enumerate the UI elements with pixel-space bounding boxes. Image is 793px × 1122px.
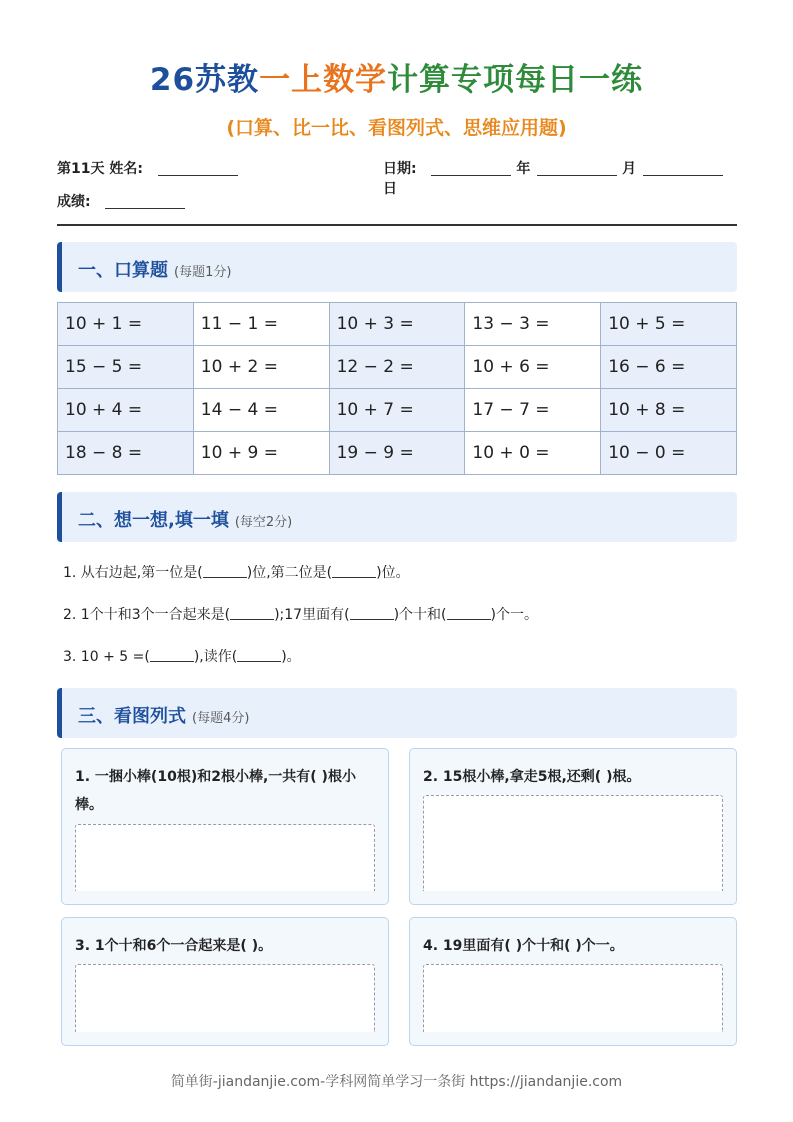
picture-question-card-1	[61, 748, 389, 905]
answer-blank[interactable]	[350, 608, 394, 620]
calc-cell[interactable]: 10 + 5 =	[601, 303, 737, 346]
calc-cell[interactable]: 14 − 4 =	[193, 389, 329, 432]
answer-box[interactable]	[423, 964, 723, 1032]
section-title	[78, 256, 231, 282]
question-text: );17里面有(	[274, 607, 350, 623]
month-label: 月	[622, 161, 637, 177]
answer-blank[interactable]	[237, 650, 281, 662]
section-title-text: 一、口算题	[78, 260, 168, 281]
picture-question-card-2	[409, 748, 737, 905]
calc-cell[interactable]: 10 + 1 =	[58, 303, 194, 346]
calc-cell[interactable]: 10 + 8 =	[601, 389, 737, 432]
answer-box[interactable]	[423, 795, 723, 891]
score-blank[interactable]	[105, 195, 185, 209]
info-row-name-date	[57, 158, 737, 197]
card-question: 2. 15根小棒,拿走5根,还剩( )根。	[423, 769, 641, 785]
title-part-topic: 计算专项每日一练	[387, 62, 644, 98]
section-note: (每空2分)	[234, 515, 293, 530]
year-label: 年	[516, 161, 531, 177]
title-part-term: 一上	[259, 62, 324, 98]
question-text: 3. 10 + 5 =(	[63, 649, 150, 665]
worksheet-subtitle: (口算、比一比、看图列式、思维应用题)	[226, 117, 567, 139]
date-label: 日期:	[383, 161, 417, 177]
calc-cell[interactable]: 18 − 8 =	[58, 432, 194, 475]
calc-cell[interactable]: 16 − 6 =	[601, 346, 737, 389]
answer-blank[interactable]	[230, 608, 274, 620]
answer-box[interactable]	[75, 964, 375, 1032]
calc-cell[interactable]: 10 − 0 =	[601, 432, 737, 475]
day-name-label: 第11天 姓名:	[57, 161, 143, 177]
picture-question-card-3	[61, 917, 389, 1046]
oral-calc-table	[57, 302, 737, 475]
info-row-score	[57, 191, 737, 211]
calc-cell[interactable]: 11 − 1 =	[193, 303, 329, 346]
title-part-subject: 数学	[323, 62, 388, 98]
answer-blank[interactable]	[447, 608, 491, 620]
question-text: 1. 从右边起,第一位是(	[63, 565, 203, 581]
card-question: 1. 一捆小棒(10根)和2根小棒,一共有( )根小棒。	[75, 769, 356, 813]
card-question: 4. 19里面有( )个十和( )个一。	[423, 938, 624, 954]
calc-cell[interactable]: 10 + 9 =	[193, 432, 329, 475]
score-label: 成绩:	[57, 194, 91, 210]
answer-blank[interactable]	[332, 566, 376, 578]
calc-cell[interactable]: 10 + 2 =	[193, 346, 329, 389]
calc-cell[interactable]: 12 − 2 =	[329, 346, 465, 389]
calc-cell[interactable]: 10 + 3 =	[329, 303, 465, 346]
footer-source-link[interactable]: 简单街-jiandanjie.com-学科网简单学习一条街 https://jiandanjie.com	[170, 1074, 623, 1090]
fill-question-2	[63, 604, 538, 624]
month-blank[interactable]	[537, 162, 617, 176]
answer-box[interactable]	[75, 824, 375, 891]
fill-question-1	[63, 562, 410, 582]
year-blank[interactable]	[431, 162, 511, 176]
question-text: )个十和(	[393, 607, 447, 623]
name-blank[interactable]	[158, 162, 238, 176]
question-text: )个一。	[490, 607, 538, 623]
card-question: 3. 1个十和6个一合起来是( )。	[75, 938, 273, 954]
day-label: 日	[383, 181, 397, 197]
section-title-text: 三、看图列式	[78, 706, 186, 727]
answer-blank[interactable]	[203, 566, 247, 578]
question-text: )位,第二位是(	[246, 565, 333, 581]
table-row	[58, 389, 737, 432]
picture-question-card-4	[409, 917, 737, 1046]
table-row	[58, 432, 737, 475]
calc-cell[interactable]: 19 − 9 =	[329, 432, 465, 475]
header-divider	[57, 224, 737, 226]
answer-blank[interactable]	[150, 650, 194, 662]
question-text: 2. 1个十和3个一合起来是(	[63, 607, 231, 623]
question-text: )位。	[376, 565, 410, 581]
section-title-text: 二、想一想,填一填	[78, 510, 229, 531]
calc-cell[interactable]: 15 − 5 =	[58, 346, 194, 389]
section-title	[78, 702, 249, 728]
section-note: (每题1分)	[174, 265, 232, 280]
table-row	[58, 303, 737, 346]
calc-cell[interactable]: 10 + 4 =	[58, 389, 194, 432]
section-picture-equation-header	[57, 688, 737, 738]
calc-cell[interactable]: 10 + 7 =	[329, 389, 465, 432]
table-row	[58, 346, 737, 389]
calc-cell[interactable]: 17 − 7 =	[465, 389, 601, 432]
question-text: )。	[281, 649, 301, 665]
section-fill-in-header	[57, 492, 737, 542]
calc-cell[interactable]: 10 + 0 =	[465, 432, 601, 475]
section-oral-calc-header	[57, 242, 737, 292]
question-text: ),读作(	[193, 649, 238, 665]
section-note: (每题4分)	[192, 711, 250, 726]
calc-cell[interactable]: 10 + 6 =	[465, 346, 601, 389]
worksheet-title	[0, 54, 793, 99]
fill-question-3	[63, 646, 301, 666]
section-title	[78, 506, 292, 532]
day-blank[interactable]	[643, 162, 723, 176]
title-part-grade: 26苏教	[149, 62, 260, 98]
calc-cell[interactable]: 13 − 3 =	[465, 303, 601, 346]
